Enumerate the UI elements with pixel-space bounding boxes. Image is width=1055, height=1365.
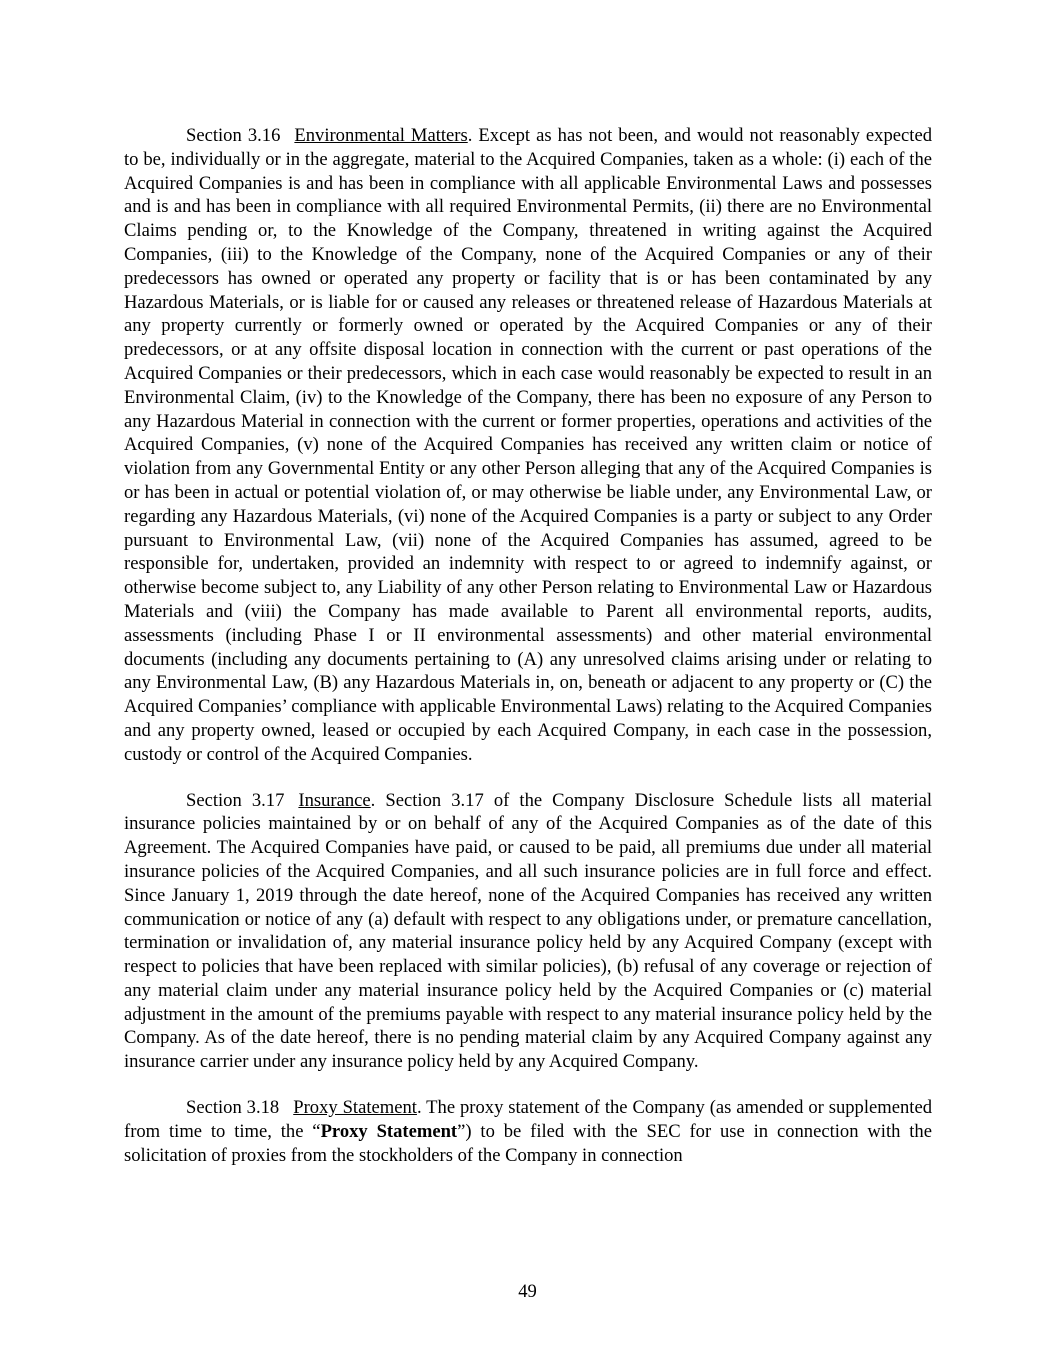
section-body-continued: ”) to be filed with the SEC for use in connection with the solicitation of proxies from the stockholders of the Company in connection	[124, 1120, 932, 1166]
section-body: . Section 3.17 of the Company Disclosure Schedule lists all material insurance policies maintained by or on behalf of any of the Acquired Companies as of the date of this Agreement. The Acquired Companies have paid, or caused to be paid, all premiums due under all material insurance policies of the Acquired Companies, and all such insurance policies are in full force and effect. Since January 1, 2019 through the date hereof, none of the Acquired Companies has received any written communication or notice of any (a) default with respect to any obligations under, or premature cancellation, termination or invalidation of, any material insurance policy held by any Acquired Company (except with respect to policies that have been replaced with similar policies), (b) refusal of any coverage or rejection of any material claim under any material insurance policy held by the Acquired Companies or (c) material adjustment in the amount of the premiums payable with respect to any material insurance policy held by the Company. As of the date hereof, there is no pending material claim by any Acquired Company against any insurance carrier under any insurance policy held by any Acquired Company.	[124, 789, 932, 1073]
section-body: . The proxy statement of the Company (as amended or supplemented from time to time, the “	[124, 1097, 932, 1142]
section-number: Section 3.17	[186, 789, 285, 811]
section-heading: Insurance	[298, 789, 371, 811]
defined-term: Proxy Statement	[320, 1120, 458, 1142]
page-number: 49	[518, 1281, 537, 1302]
section-number: Section 3.16	[186, 125, 281, 146]
section-heading: Environmental Matters	[294, 125, 468, 146]
section-number: Section 3.18	[186, 1097, 280, 1119]
section-3-18	[124, 1096, 932, 1167]
section-3-16	[124, 124, 932, 767]
section-body: . Except as has not been, and would not reasonably expected to be, individually or in the aggregate, material to the Acquired Companies, taken as a whole: (i) each of the Acquired Companies is and has been in compliance with all applicable Environmental Laws and possesses and is and has been in compliance with all required Environmental Permits, (ii) there are no Environmental Claims pending or, to the Knowledge of the Company, threatened in writing against the Acquired Companies, (iii) to the Knowledge of the Company, none of the Acquired Companies or any of their predecessors has owned or operated any property or facility that is or has been contaminated by any Hazardous Materials, or is liable for or caused any releases or threatened release of Hazardous Materials at any property currently or formerly owned or operated by the Acquired Companies or any of their predecessors, or at any offsite disposal location in connection with the current or past operations of the Acquired Companies or their predecessors, which in each case would reasonably be expected to result in an Environmental Claim, (iv) to the Knowledge of the Company, there has been no exposure of any Person to any Hazardous Material in connection with the current or former properties, operations and activities of the Acquired Companies, (v) none of the Acquired Companies has received any written claim or notice of violation from any Governmental Entity or any other Person alleging that any of the Acquired Companies is or has been in actual or potential violation of, or may otherwise be liable under, any Environmental Law, or regarding any Hazardous Materials, (vi) none of the Acquired Companies is a party or subject to any Order pursuant to Environmental Law, (vii) none of the Acquired Companies has assumed, agreed to be responsible for, undertaken, provided an indemnity with respect to or agreed to indemnify against, or otherwise become subject to, any Liability of any other Person relating to Environmental Law or Hazardous Materials and (viii) the Company has made available to Parent all environmental reports, audits, assessments (including Phase I or II environmental assessments) and other material environmental documents (including any documents pertaining to (A) any unresolved claims arising under or relating to any Environmental Law, (B) any Hazardous Materials in, on, beneath or adjacent to any property or (C) the Acquired Companies’ compliance with applicable Environmental Laws) relating to the Acquired Companies and any property owned, leased or occupied by each Acquired Company, in each case in the possession, custody or control of the Acquired Companies.	[124, 125, 932, 765]
section-heading: Proxy Statement	[293, 1097, 417, 1119]
section-3-17	[124, 789, 932, 1075]
document-page	[124, 124, 932, 1189]
